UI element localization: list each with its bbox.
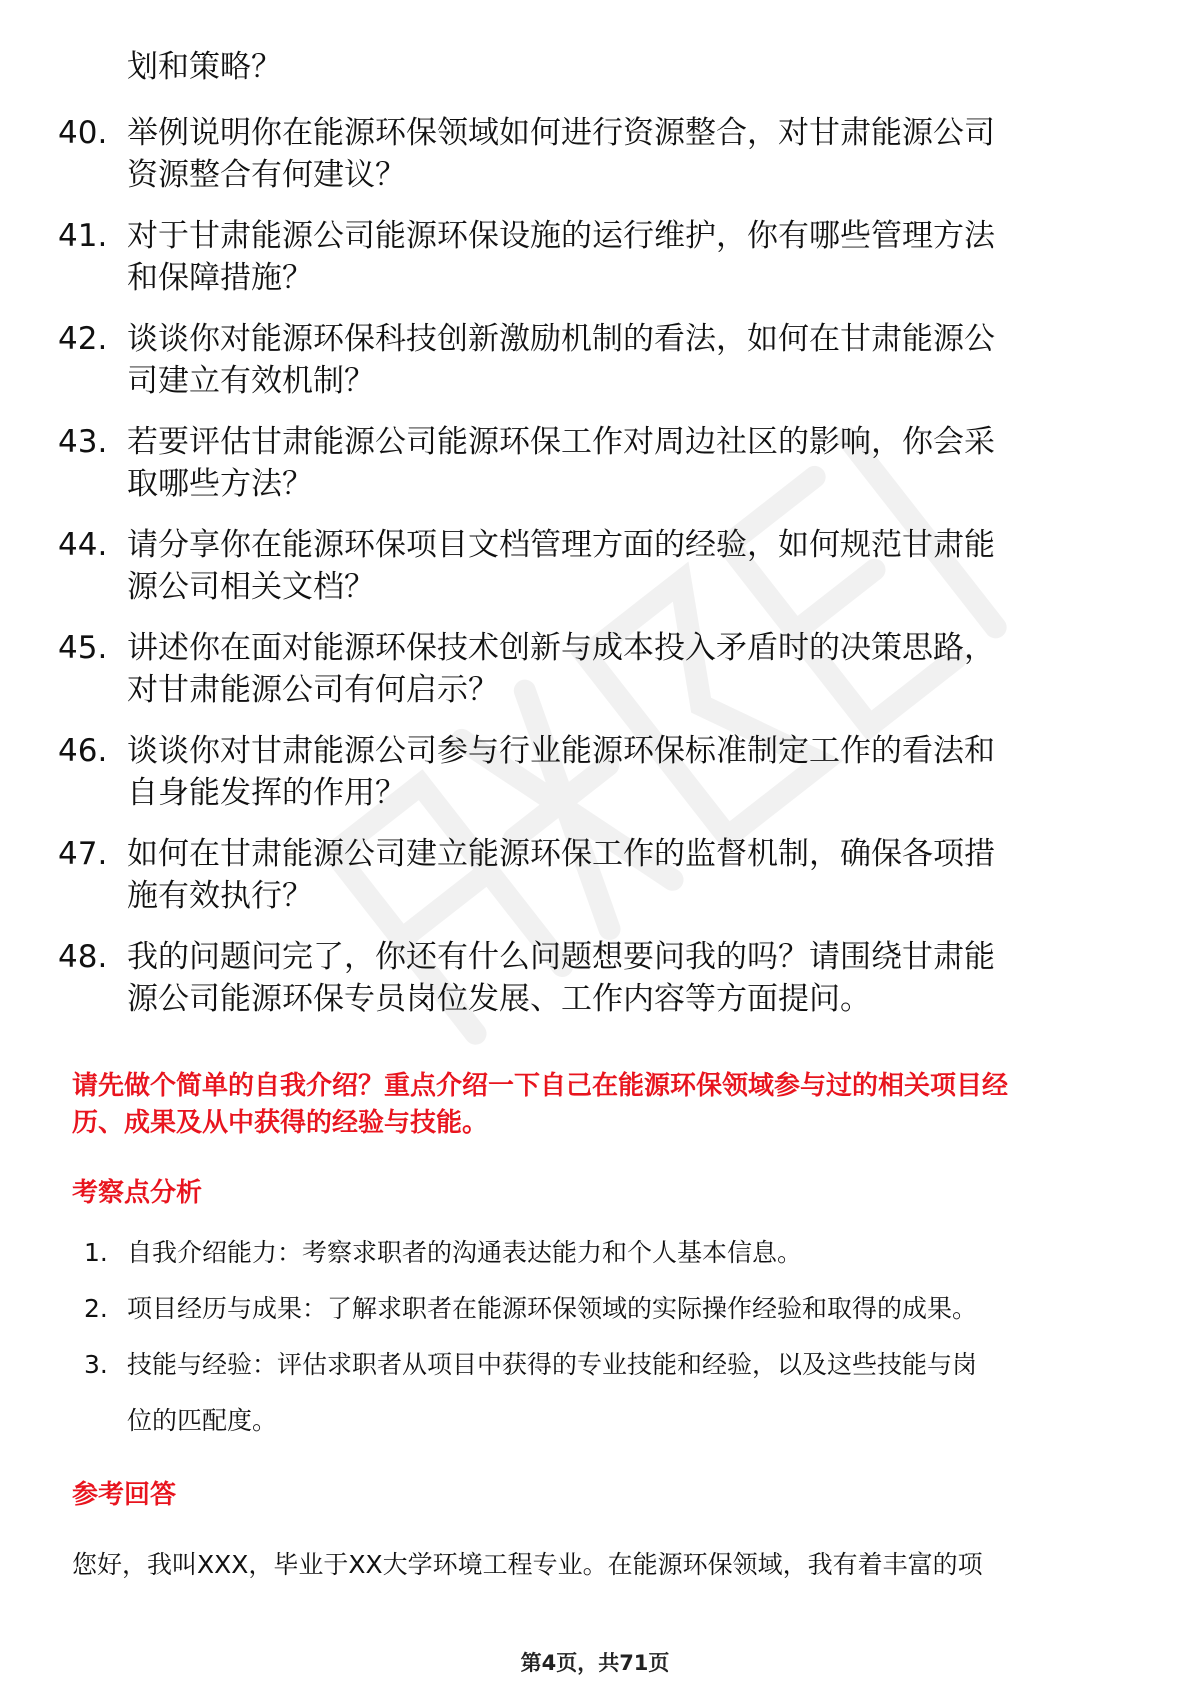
- question-item-number: 47.: [58, 836, 108, 872]
- question-item-text: 我的问题问完了，你还有什么问题想要问我的吗？请围绕甘肃能: [127, 939, 995, 975]
- question-item: [58, 318, 1138, 402]
- analysis-item-text: 技能与经验：评估求职者从项目中获得的专业技能和经验，以及这些技能与岗: [127, 1350, 978, 1379]
- reference-answer-text: 您好，我叫XXX，毕业于XX大学环境工程专业。在能源环保领域，我有着丰富的项: [72, 1550, 983, 1579]
- intro-question-line: 历、成果及从中获得的经验与技能。: [72, 1108, 489, 1138]
- question-item-text: 如何在甘肃能源公司建立能源环保工作的监督机制，确保各项措: [127, 836, 995, 872]
- question-item-text: 讲述你在面对能源环保技术创新与成本投入矛盾时的决策思路，: [127, 630, 995, 666]
- analysis-item: [84, 1337, 1134, 1449]
- question-item-text: 对于甘肃能源公司能源环保设施的运行维护，你有哪些管理方法: [127, 218, 995, 254]
- question-item-text: 源公司能源环保专员岗位发展、工作内容等方面提问。: [127, 981, 871, 1017]
- question-item-number: 48.: [58, 939, 108, 975]
- question-item: [58, 112, 1138, 196]
- question-item-text: 举例说明你在能源环保领域如何进行资源整合，对甘肃能源公司: [127, 115, 995, 151]
- question-item-text: 自身能发挥的作用？: [127, 775, 406, 811]
- analysis-item-number: 1.: [84, 1238, 108, 1267]
- question-item-number: 41.: [58, 218, 108, 254]
- page-number: 第4页，共71页: [520, 1651, 670, 1675]
- question-item-number: 46.: [58, 733, 108, 769]
- question-item-number: 42.: [58, 321, 108, 357]
- analysis-item-text: 自我介绍能力：考察求职者的沟通表达能力和个人基本信息。: [127, 1238, 803, 1267]
- question-list: [58, 112, 1138, 1039]
- question-item-text: 源公司相关文档？: [127, 569, 375, 605]
- question-item-text: 谈谈你对甘肃能源公司参与行业能源环保标准制定工作的看法和: [127, 733, 995, 769]
- analysis-item: [84, 1281, 1134, 1337]
- question-item: [58, 421, 1138, 505]
- question-item: [58, 215, 1138, 299]
- question-item: [58, 627, 1138, 711]
- intro-question: [72, 1068, 1132, 1142]
- analysis-item-text: 项目经历与成果：了解求职者在能源环保领域的实际操作经验和取得的成果。: [127, 1294, 978, 1323]
- question-item-number: 43.: [58, 424, 108, 460]
- continued-question-text: 划和策略？: [127, 49, 282, 85]
- question-item: [58, 936, 1138, 1020]
- question-item-number: 40.: [58, 115, 108, 151]
- analysis-item: [84, 1225, 1134, 1281]
- intro-question-line: 请先做个简单的自我介绍？重点介绍一下自己在能源环保领域参与过的相关项目经: [72, 1071, 1009, 1101]
- question-item-text: 资源整合有何建议？: [127, 157, 406, 193]
- question-item-text: 施有效执行？: [127, 878, 313, 914]
- question-item: [58, 524, 1138, 608]
- question-item-number: 45.: [58, 630, 108, 666]
- question-item-text: 谈谈你对能源环保科技创新激励机制的看法，如何在甘肃能源公: [127, 321, 995, 357]
- analysis-item-number: 2.: [84, 1294, 108, 1323]
- question-item-text: 和保障措施？: [127, 260, 313, 296]
- analysis-list: [84, 1225, 1134, 1449]
- question-item-text: 若要评估甘肃能源公司能源环保工作对周边社区的影响，你会采: [127, 424, 995, 460]
- question-item-text: 取哪些方法？: [127, 466, 313, 502]
- question-item-text: 司建立有效机制？: [127, 363, 375, 399]
- analysis-item-text: 位的匹配度。: [127, 1406, 278, 1435]
- question-item-text: 请分享你在能源环保项目文档管理方面的经验，如何规范甘肃能: [127, 527, 995, 563]
- reference-heading: 参考回答: [72, 1480, 177, 1510]
- question-item: [58, 730, 1138, 814]
- analysis-item-number: 3.: [84, 1350, 108, 1379]
- question-item: [58, 833, 1138, 917]
- question-item-number: 44.: [58, 527, 108, 563]
- question-item-text: 对甘肃能源公司有何启示？: [127, 672, 499, 708]
- analysis-heading: 考察点分析: [72, 1178, 203, 1208]
